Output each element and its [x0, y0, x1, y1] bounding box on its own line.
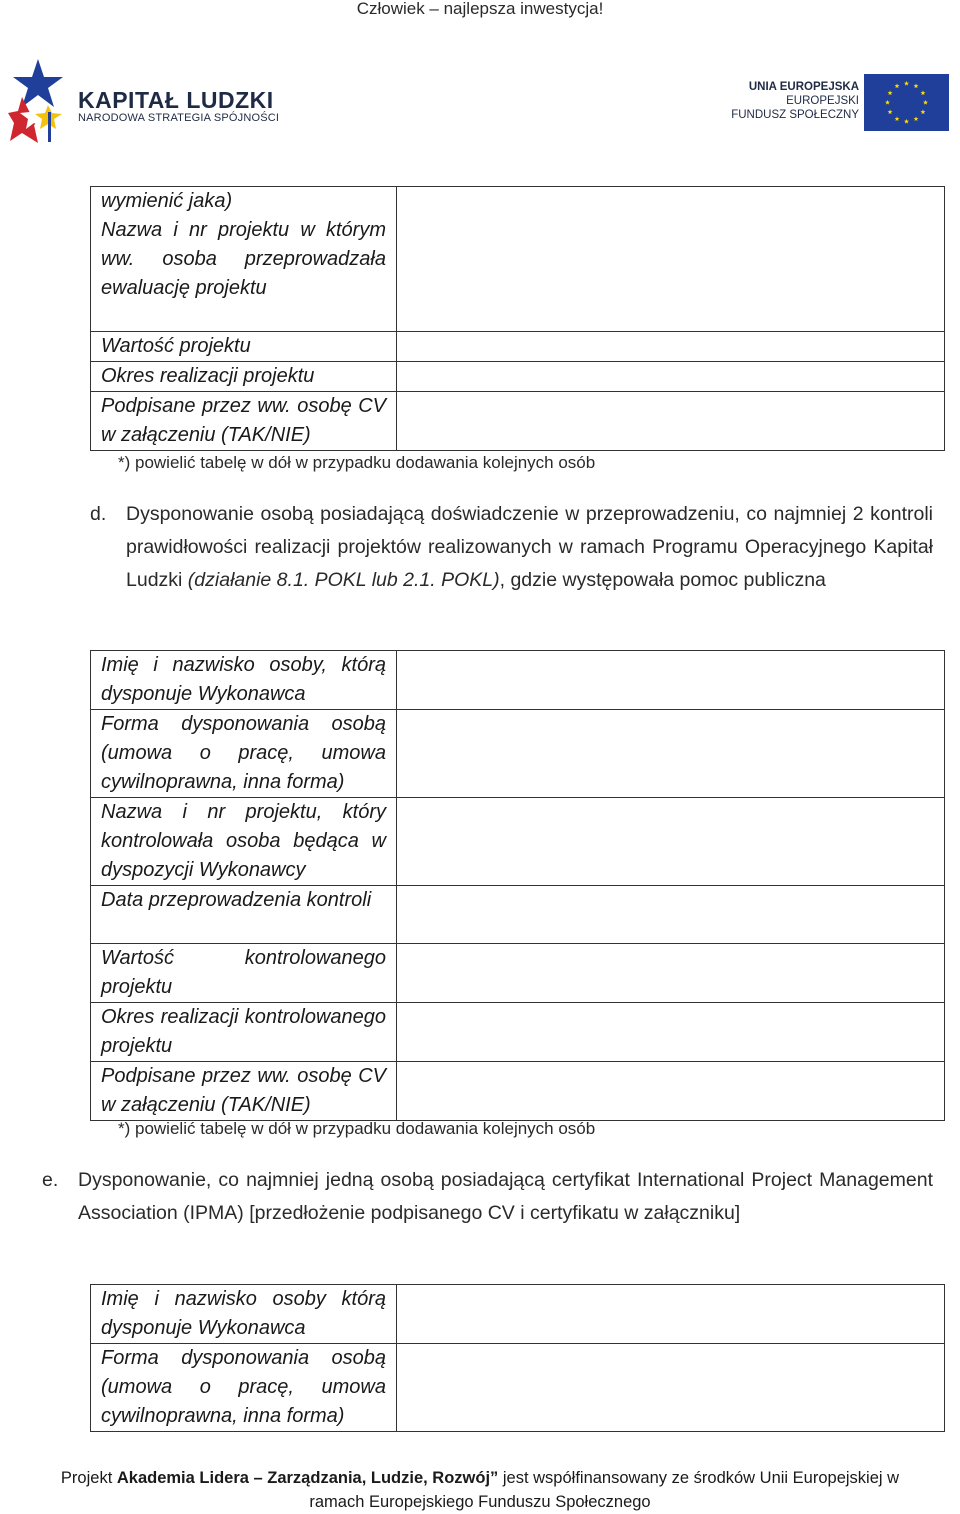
- row-label-controlled-period: Okres realizacji kontrolowanego projektu: [91, 1003, 397, 1062]
- table-ipma-person: [90, 1284, 945, 1432]
- input-project-period[interactable]: [397, 362, 945, 392]
- kapital-ludzki-emblem-icon: [8, 57, 70, 145]
- section-d-letter: d.: [90, 503, 107, 525]
- section-e-text: Dysponowanie, co najmniej jedną osobą posiadającą certyfikat International Project Management Association (IPMA) [przedłożenie podpisanego CV i certyfikatu w załączniku]: [78, 1169, 933, 1224]
- eu-logo-line3: FUNDUSZ SPOŁECZNY: [731, 109, 859, 121]
- input-cv-signed[interactable]: [397, 392, 945, 451]
- row-label-ipma-employment-form: Forma dysponowania osobą (umowa o pracę, umowa cywilnoprawna, inna forma): [91, 1344, 397, 1432]
- kapital-ludzki-title: KAPITAŁ LUDZKI: [78, 87, 274, 113]
- input-project-name[interactable]: [397, 187, 945, 332]
- table-control-person: [90, 650, 945, 1121]
- input-controlled-value[interactable]: [397, 944, 945, 1003]
- table-row: [91, 886, 945, 944]
- eu-flag-icon: [864, 74, 949, 131]
- input-control-date[interactable]: [397, 886, 945, 944]
- page-footer: [0, 1466, 960, 1514]
- table-row: [91, 798, 945, 886]
- table-row: [91, 710, 945, 798]
- footer-suffix: jest współfinansowany ze środków Unii Europejskiej w: [498, 1469, 900, 1487]
- table-row: [91, 392, 945, 451]
- footer-project-name: Akademia Lidera – Zarządzania, Ludzie, Rozwój”: [116, 1469, 499, 1487]
- row-label-project-name: wymienić jaka) Nazwa i nr projektu w którym ww. osoba przeprowadzała ewaluację projektu: [101, 190, 386, 299]
- table-note: *) powielić tabelę w dół w przypadku dodawania kolejnych osób: [118, 1119, 596, 1138]
- section-e-letter: e.: [42, 1169, 59, 1191]
- table-project-evaluation: [90, 186, 945, 451]
- row-label-cv-signed: Podpisane przez ww. osobę CV w załączeniu (TAK/NIE): [91, 392, 397, 451]
- eu-logo-line2: EUROPEJSKI: [786, 95, 859, 107]
- table-row: [91, 1062, 945, 1121]
- table-row: [91, 1285, 945, 1344]
- input-ipma-person-name[interactable]: [397, 1285, 945, 1344]
- table-label-cell: [91, 187, 397, 332]
- table-row: [91, 944, 945, 1003]
- row-label-ipma-person-name: Imię i nazwisko osoby którą dysponuje Wykonawca: [91, 1285, 397, 1344]
- row-label-project-value: Wartość projektu: [91, 332, 397, 362]
- input-person-name[interactable]: [397, 651, 945, 710]
- section-d-text-end: , gdzie występowała pomoc publiczna: [499, 569, 826, 591]
- table-note: *) powielić tabelę w dół w przypadku dodawania kolejnych osób: [118, 453, 596, 472]
- input-ipma-employment-form[interactable]: [397, 1344, 945, 1432]
- section-d-text: [126, 498, 933, 597]
- row-label-person-name: Imię i nazwisko osoby, którą dysponuje Wykonawca: [91, 651, 397, 710]
- table-row: [91, 187, 945, 332]
- table-row: [91, 1344, 945, 1432]
- eu-logo-text: [731, 80, 859, 122]
- section-d-text-main: Dysponowanie osobą posiadającą doświadczenie w przeprowadzeniu, co najmniej 2 kontroli prawidłowości realizacji projektów realizowanych w ramach Programu Operacyjnego Kapitał Ludzki: [126, 503, 933, 591]
- eu-logo-line1: UNIA EUROPEJSKA: [748, 81, 859, 93]
- row-label-controlled-value: Wartość kontrolowanego projektu: [91, 944, 397, 1003]
- eu-logo: [725, 72, 955, 132]
- input-employment-form[interactable]: [397, 710, 945, 798]
- kapital-ludzki-logo: [8, 57, 278, 145]
- input-controlled-project[interactable]: [397, 798, 945, 886]
- footer-line1: [0, 1466, 960, 1490]
- section-d: [90, 498, 933, 597]
- section-d-text-italic: (działanie 8.1. POKL lub 2.1. POKL): [187, 569, 500, 591]
- input-cv-signed-2[interactable]: [397, 1062, 945, 1121]
- kapital-ludzki-subtitle: NARODOWA STRATEGIA SPÓJNOŚCI: [78, 112, 280, 124]
- footer-prefix: Projekt: [60, 1469, 117, 1487]
- section-e: [42, 1164, 933, 1230]
- input-controlled-period[interactable]: [397, 1003, 945, 1062]
- table-row: [91, 362, 945, 392]
- table-row: [91, 1003, 945, 1062]
- input-project-value[interactable]: [397, 332, 945, 362]
- footer-line2: ramach Europejskiego Funduszu Społecznego: [309, 1493, 651, 1511]
- row-label-controlled-project: Nazwa i nr projektu, który kontrolowała osoba będąca w dyspozycji Wykonawcy: [91, 798, 397, 886]
- header-slogan: Człowiek – najlepsza inwestycja!: [356, 0, 604, 18]
- table-row: [91, 651, 945, 710]
- row-label-cv-signed-2: Podpisane przez ww. osobę CV w załączeniu (TAK/NIE): [91, 1062, 397, 1121]
- table-row: [91, 332, 945, 362]
- row-label-control-date: Data przeprowadzenia kontroli: [91, 886, 397, 944]
- row-label-employment-form: Forma dysponowania osobą (umowa o pracę, umowa cywilnoprawna, inna forma): [91, 710, 397, 798]
- row-label-project-period: Okres realizacji projektu: [91, 362, 397, 392]
